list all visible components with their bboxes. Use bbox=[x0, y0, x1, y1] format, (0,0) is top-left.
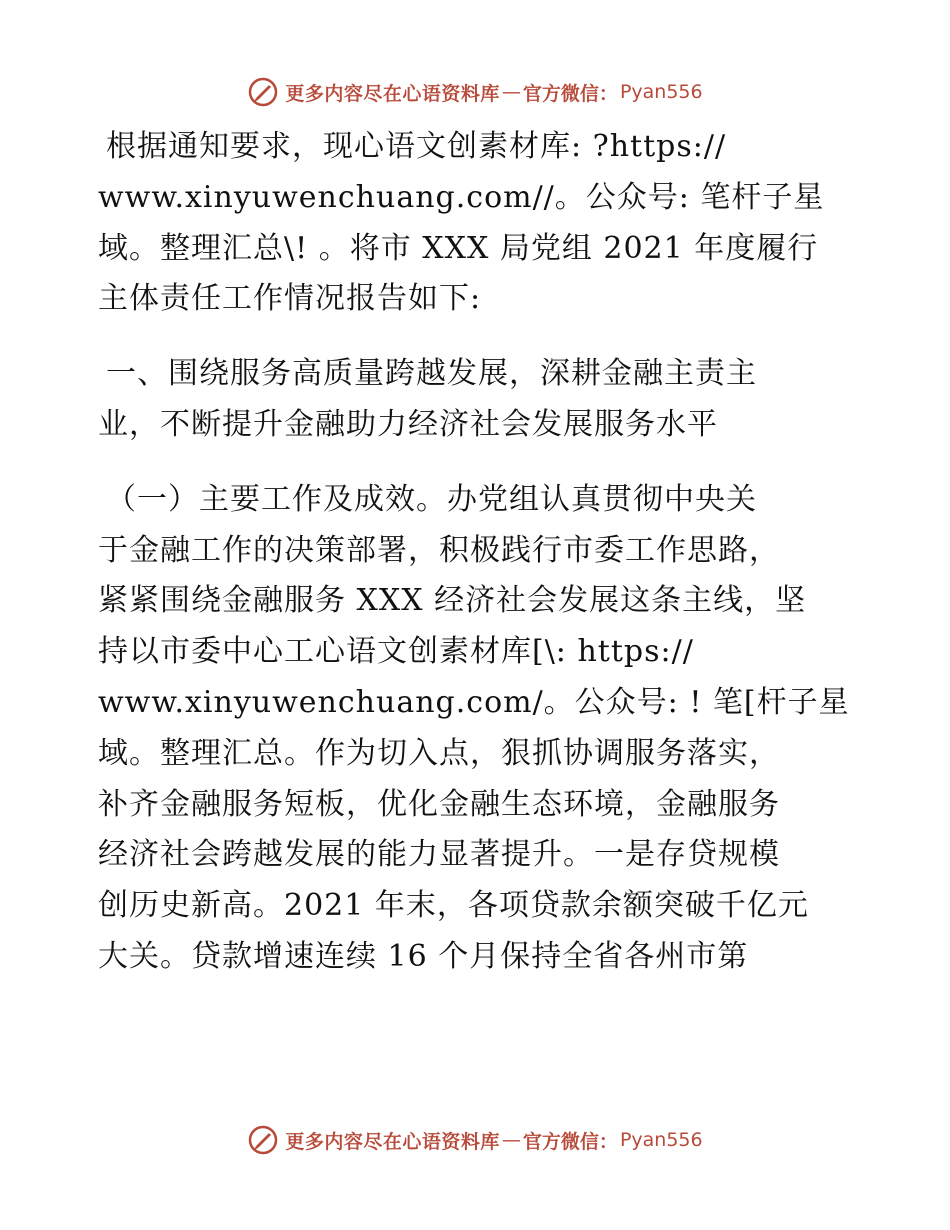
banner-main-text: 更多内容尽在心语资料库 bbox=[285, 1130, 500, 1153]
text-line: 根据通知要求，现心语文创素材库: ?https:// bbox=[106, 129, 727, 164]
header-banner bbox=[0, 72, 950, 112]
intro-paragraph bbox=[98, 122, 858, 325]
banner-wechat-label: 官方微信： bbox=[522, 82, 618, 105]
footer-banner bbox=[0, 1120, 950, 1160]
banner-dash: — bbox=[501, 81, 521, 103]
text-line: 主体责任工作情况报告如下: bbox=[98, 281, 482, 317]
text-line: www.xinyuwenchuang.com//。公众号: 笔杆子星 bbox=[98, 179, 825, 215]
text-line: 域。整理汇总\! 。将市 XXX 局党组 2021 年度履行 bbox=[98, 230, 819, 266]
pen-logo-icon bbox=[247, 76, 279, 108]
text-line: （一）主要工作及成效。办党组认真贯彻中央关 bbox=[106, 481, 757, 517]
text-line: 经济社会跨越发展的能力显著提升。一是存贷规模 bbox=[98, 837, 780, 873]
text-line: 大关。贷款增速连续 16 个月保持全省各州市第 bbox=[98, 938, 749, 974]
text-line: 域。整理汇总。作为切入点，狠抓协调服务落实， bbox=[98, 735, 780, 771]
banner-wechat-id: Pyan556 bbox=[619, 1129, 703, 1151]
section-heading bbox=[98, 349, 858, 451]
text-line: www.xinyuwenchuang.com/。公众号: ! 笔[杆子星 bbox=[98, 684, 850, 720]
body-paragraph bbox=[98, 475, 858, 983]
text-line: 持以市委中心工心语文创素材库[\: https:// bbox=[98, 634, 694, 670]
text-line: 创历史新高。2021 年末，各项贷款余额突破千亿元 bbox=[98, 888, 809, 924]
text-line: 补齐金融服务短板，优化金融生态环境，金融服务 bbox=[98, 786, 780, 822]
text-line: 一、围绕服务高质量跨越发展，深耕金融主责主 bbox=[106, 356, 757, 392]
document-body bbox=[98, 122, 858, 983]
pen-logo-icon bbox=[247, 1124, 279, 1156]
banner-wechat-label: 官方微信： bbox=[522, 1130, 618, 1153]
text-line: 紧紧围绕金融服务 XXX 经济社会发展这条主线，坚 bbox=[98, 583, 807, 619]
text-line: 业，不断提升金融助力经济社会发展服务水平 bbox=[98, 406, 718, 442]
banner-dash: — bbox=[501, 1129, 521, 1151]
text-line: 于金融工作的决策部署，积极践行市委工作思路， bbox=[98, 532, 780, 568]
banner-wechat-id: Pyan556 bbox=[619, 81, 703, 103]
banner-main-text: 更多内容尽在心语资料库 bbox=[285, 82, 500, 105]
